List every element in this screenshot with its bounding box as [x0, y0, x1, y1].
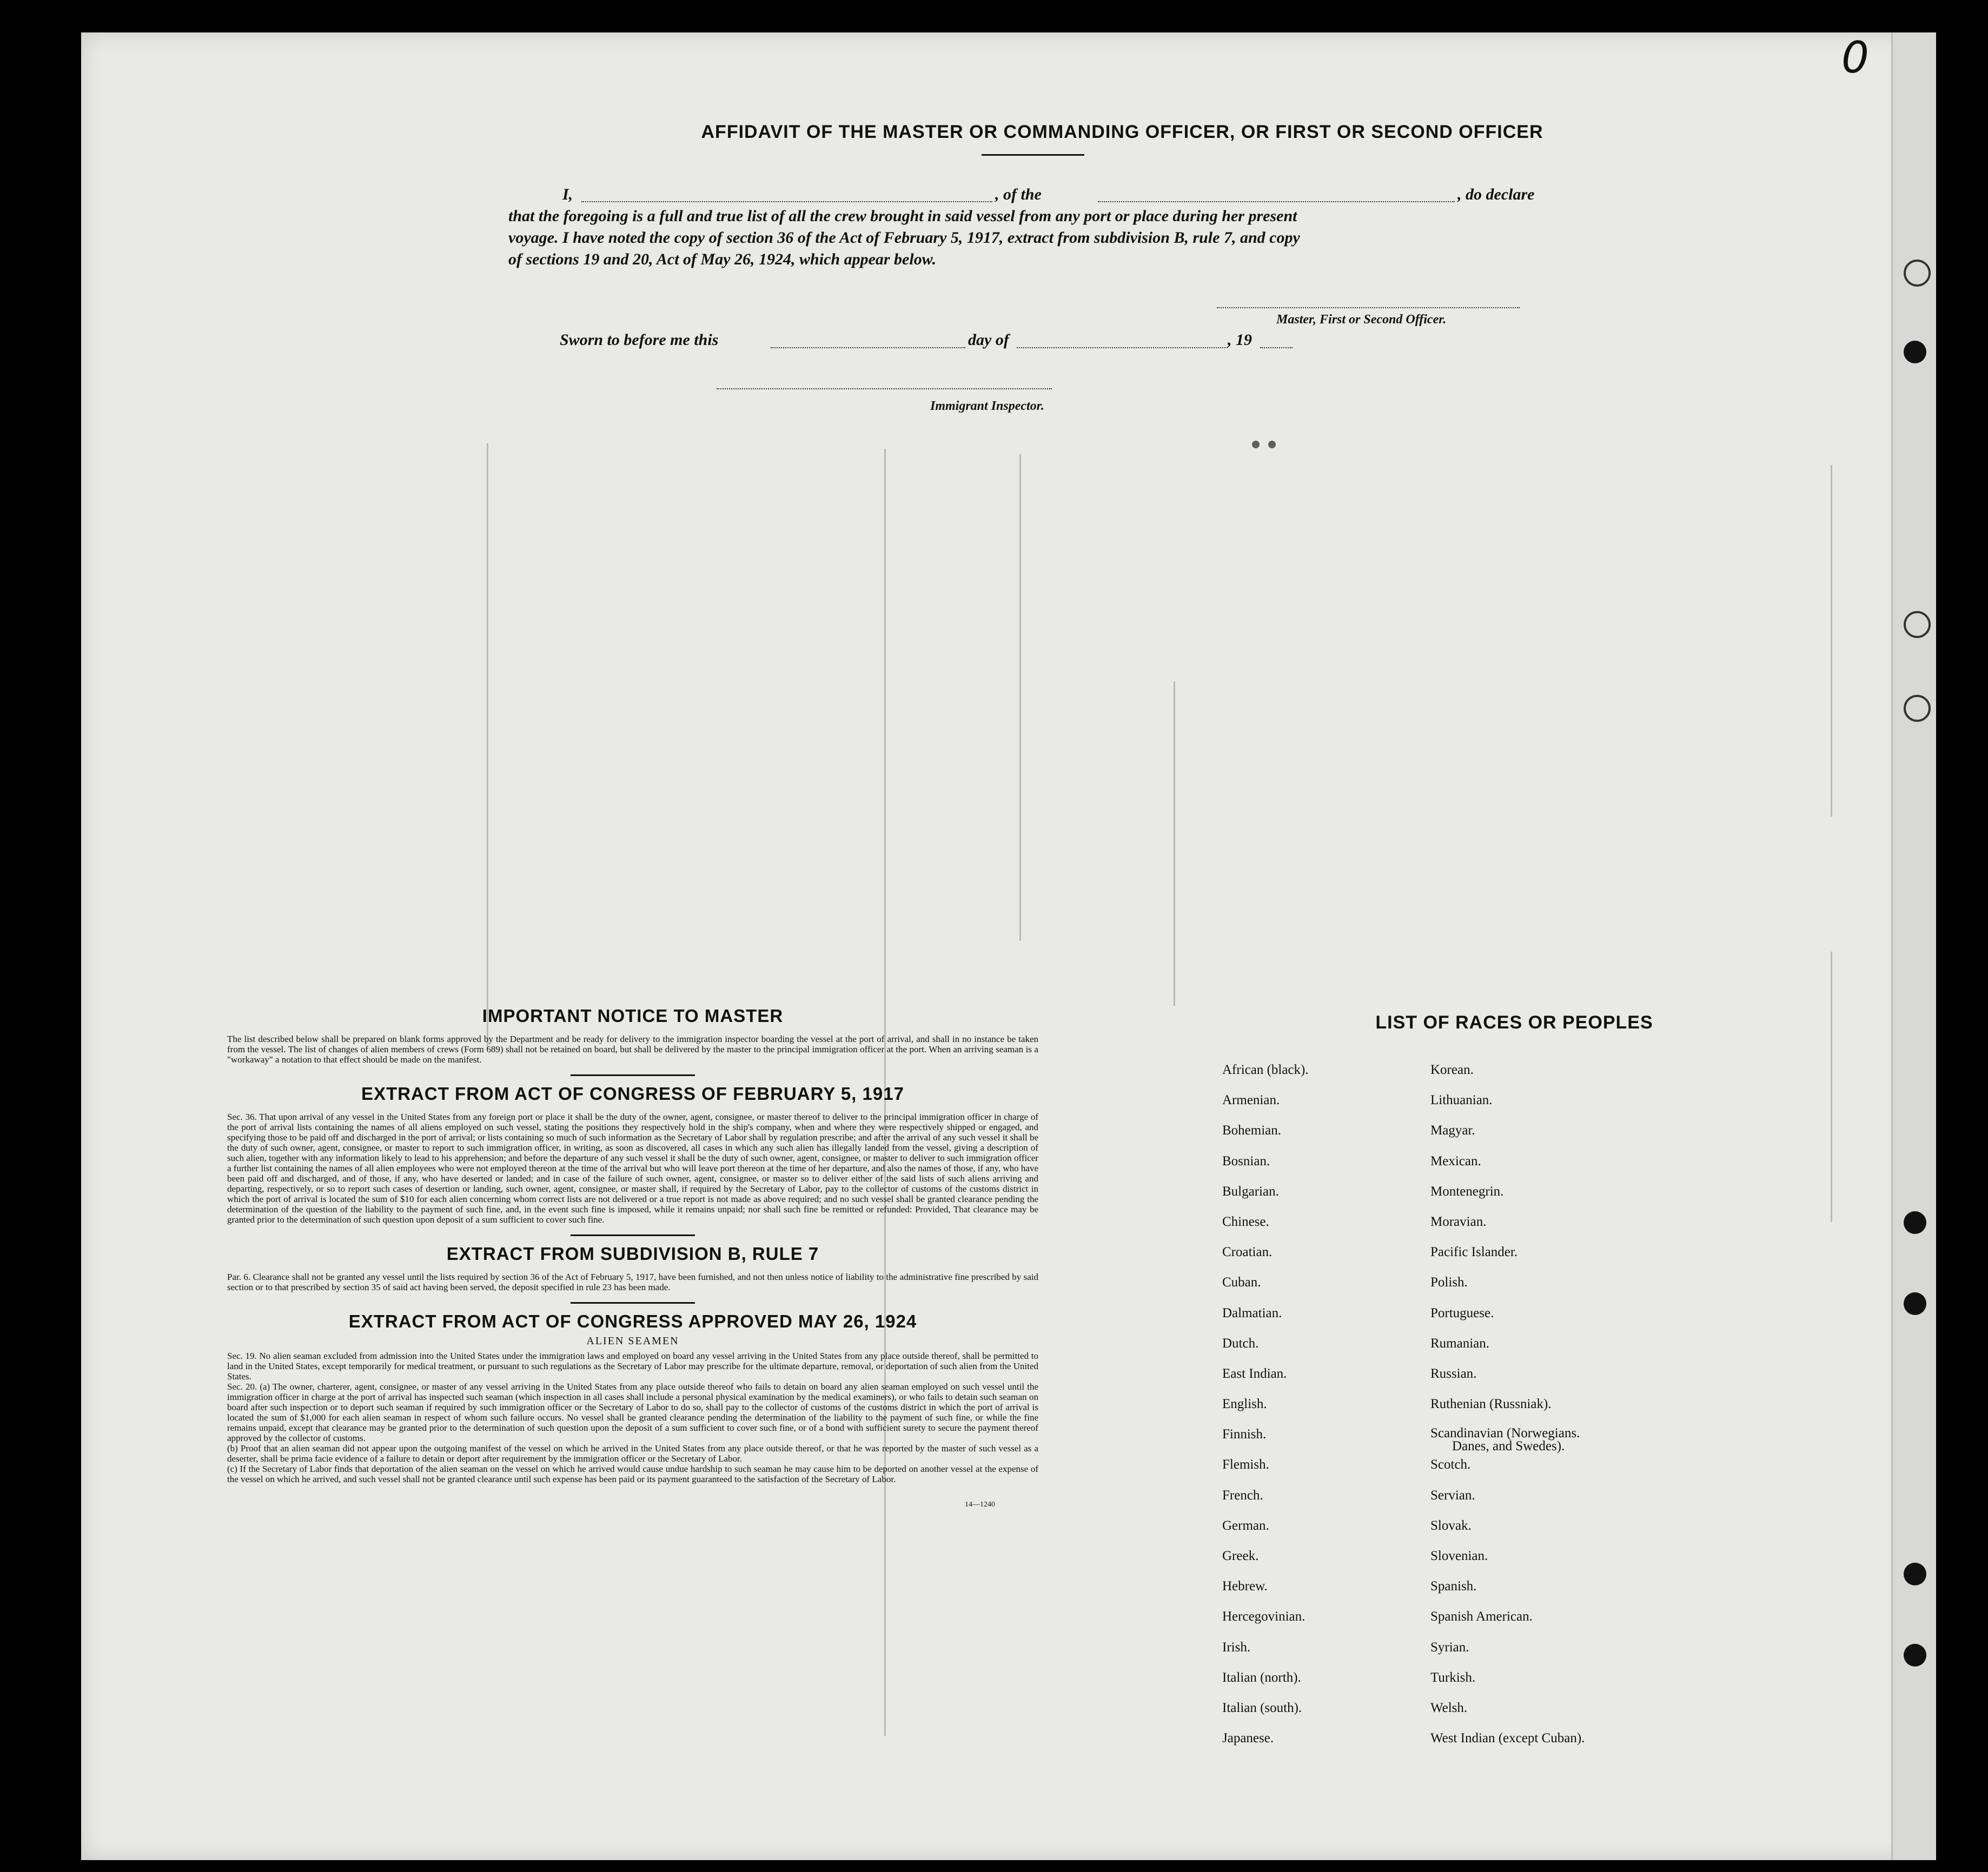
race-item: Flemish.: [1222, 1457, 1269, 1472]
races-title: LIST OF RACES OR PEOPLES: [1375, 1012, 1653, 1033]
race-item: Irish.: [1222, 1639, 1251, 1655]
ghost-mark: [1268, 441, 1276, 448]
rule7-body: Par. 6. Clearance shall not be granted any vessel until the lists required by section 36 of the Act of February 5, 1917, have been furnished, and not then unless notice of liability to the administrative fine prescribed by said section or to that prescribed by section 35 of said act having been served, the deposit specified in rule 23 has been made.: [227, 1272, 1038, 1292]
inspector-signature-blank[interactable]: [717, 388, 1052, 389]
notice-column: [227, 1006, 1038, 1509]
race-item: Korean.: [1430, 1063, 1474, 1077]
ghost-column-line: [1019, 454, 1021, 941]
affidavit-title: AFFIDAVIT OF THE MASTER OR COMMANDING OFFICER, OR FIRST OR SECOND OFFICER: [701, 122, 1543, 142]
sworn-text: Sworn to before me this: [560, 331, 719, 349]
race-item: Magyar.: [1430, 1123, 1475, 1138]
sworn-month-blank[interactable]: [1017, 347, 1228, 348]
rule7-title: EXTRACT FROM SUBDIVISION B, RULE 7: [446, 1244, 819, 1264]
notice-body: The list described below shall be prepared on blank forms approved by the Department and be ready for delivery to the immigration inspector boarding the vessel at the port of arrival, and shall in no instance be taken from the vessel. The list of changes of alien members of crews (Form 689) shall not be retained on board, but shall be delivered by the master to the principal immigration officer at the port. When an arriving seaman is a "workaway" a notation to that effect should be made on the manifest.: [227, 1034, 1038, 1065]
race-item: Spanish.: [1430, 1579, 1477, 1594]
race-item: Rumanian.: [1430, 1336, 1490, 1351]
race-item: Spanish American.: [1430, 1609, 1533, 1624]
race-item-scandinavian: [1430, 1427, 1585, 1457]
manifest-page: [81, 32, 1936, 1860]
races-left-column: [1222, 1063, 1309, 1761]
race-item: Hercegovinian.: [1222, 1609, 1306, 1624]
race-item: Bohemian.: [1222, 1123, 1282, 1138]
sworn-day-blank[interactable]: [771, 347, 965, 348]
race-item-continued: Danes, and Swedes).: [1452, 1439, 1565, 1454]
vessel-blank[interactable]: [1098, 201, 1455, 202]
notice-title: IMPORTANT NOTICE TO MASTER: [482, 1006, 784, 1026]
race-item: Greek.: [1222, 1549, 1259, 1563]
race-item: Pacific Islander.: [1430, 1245, 1518, 1260]
section-divider: [571, 1074, 695, 1076]
race-item: Dutch.: [1222, 1336, 1259, 1351]
ghost-column-line: [487, 443, 488, 1049]
name-blank[interactable]: [581, 201, 992, 202]
sec19-body: Sec. 19. No alien seaman excluded from admission into the United States under the immigration laws and employed on board any vessel arriving in the United States from any place outside thereof, shall be permitted to land in the United States, except temporarily for medical treatment, or pursuant to such regulations as the Secretary of Labor may prescribe for the ultimate departure, removal, or deportation of such alien from the United States.: [227, 1351, 1038, 1382]
title-rule: [982, 154, 1084, 156]
master-signature-blank[interactable]: [1217, 307, 1520, 308]
sec20c-body: (c) If the Secretary of Labor finds that deportation of the alien seaman on the vessel on which he arrived would cause undue hardship to such seaman he may cause him to be deported on another vessel at the expense of the vessel on which he arrived, and such vessel shall not be granted clearance until such expense has been paid or its payment guaranteed to the satisfaction of the Secretary of Labor.: [227, 1464, 1038, 1484]
race-item: Syrian.: [1430, 1639, 1469, 1655]
ghost-column-line: [1174, 681, 1175, 1006]
page-edge-strip: [1891, 32, 1936, 1860]
binder-hole: [1904, 1292, 1926, 1315]
race-item: Polish.: [1430, 1275, 1468, 1290]
ghost-column-line: [1831, 465, 1832, 816]
race-item: Italian (south).: [1222, 1700, 1302, 1715]
affidavit-line-3: voyage. I have noted the copy of section 36 of the Act of February 5, 1917, extract from subdivision B, rule 7, and copy: [508, 229, 1300, 247]
sworn-year-blank[interactable]: [1260, 347, 1293, 348]
sworn-year-prefix: , 19: [1228, 331, 1252, 349]
extract-1917-body: Sec. 36. That upon arrival of any vessel in the United States from any foreign port or place it shall be the duty of the owner, agent, consignee, or master thereof to deliver to the principal immigration officer in charge of the port of arrival lists containing the names of all aliens employed on such vessel, stating the positions they respectively hold in the ship's company, when and where they were respectively shipped or engaged, and specifying those to be paid off and discharged in the port of arrival; or lists containing so much of such information as the Secretary of Labor shall by regulation prescribe; and after the arrival of any such vessel it shall be the duty of such owner, agent, consignee, or master to report to such immigration officer, in writing, as soon as discovered, all cases in which any such alien has illegally landed from the vessel, giving a description of such alien, together with any information likely to lead to his apprehension; and before the departure of any such vessel it shall be the duty of such owner, agent, consignee, or master to deliver to such immigration officer a further list containing the names of all alien employees who were not employed thereon at the time of the arrival but who will leave port thereon at the time of her departure, and also the names of those, if any, who have been paid off and discharged, and of those, if any, who have deserted or landed; and in case of the failure of such owner, agent, consignee, or master so to deliver either of the said lists of such aliens arriving and departing, respectively, or so to report such cases of desertion or landing, such owner, agent, consignee, or master shall, if required by the Secretary of Labor, pay to the collector of customs of the customs district in which the port of arrival is located the sum of $10 for each alien concerning whom correct lists are not delivered or a true report is not made as above required; and no such vessel shall be granted clearance pending the determination of the question of the liability to the payment of such fine, and, in the event such fine is imposed, while it remains unpaid; nor shall such fine be remitted or refunded: Provided, That clearance may be granted prior to the determination of such question upon deposit of a sum sufficient to cover such fine.: [227, 1112, 1038, 1225]
extract-1924-title: EXTRACT FROM ACT OF CONGRESS APPROVED MAY 26, 1924: [348, 1311, 917, 1331]
race-item: Servian.: [1430, 1488, 1475, 1503]
races-right-column: [1430, 1063, 1585, 1761]
inspector-signature-label: Immigrant Inspector.: [930, 399, 1044, 413]
extract-1917-title: EXTRACT FROM ACT OF CONGRESS OF FEBRUARY 5, 1917: [361, 1084, 904, 1104]
alien-seamen-subtitle: ALIEN SEAMEN: [586, 1335, 679, 1347]
binder-hole: [1904, 1211, 1926, 1234]
ghost-mark: [1252, 441, 1260, 448]
affidavit-i: I,: [562, 185, 573, 203]
race-item: Turkish.: [1430, 1670, 1476, 1685]
race-item: West Indian (except Cuban).: [1430, 1731, 1585, 1746]
race-item: Montenegrin.: [1430, 1184, 1504, 1199]
race-item: Armenian.: [1222, 1093, 1280, 1108]
section-divider: [571, 1302, 695, 1304]
race-item: Bulgarian.: [1222, 1184, 1279, 1199]
sworn-day-of: day of: [968, 331, 1009, 349]
race-item: Moravian.: [1430, 1214, 1487, 1229]
race-item: Scandinavian (Norwegians.: [1430, 1426, 1580, 1441]
race-item: Dalmatian.: [1222, 1305, 1282, 1320]
page-number: 0: [1841, 32, 1869, 83]
race-item: Mexican.: [1430, 1153, 1481, 1169]
race-item: Slovak.: [1430, 1518, 1472, 1533]
race-item: Scotch.: [1430, 1457, 1471, 1472]
race-item: Russian.: [1430, 1366, 1477, 1381]
race-item: Hebrew.: [1222, 1579, 1268, 1594]
race-item: East Indian.: [1222, 1366, 1287, 1381]
race-item: Welsh.: [1430, 1700, 1468, 1715]
race-item: Italian (north).: [1222, 1670, 1301, 1685]
race-item: Chinese.: [1222, 1214, 1269, 1229]
race-item: German.: [1222, 1518, 1269, 1533]
binder-hole: [1904, 611, 1931, 638]
binder-hole: [1904, 341, 1926, 363]
race-item: Finnish.: [1222, 1427, 1267, 1442]
sec20b-body: (b) Proof that an alien seaman did not appear upon the outgoing manifest of the vessel on which he arrived in the United States from any place outside thereof, or that he was reported by the master of such vessel as a deserter, shall be prima facie evidence of a failure to detain or deport after requirement by the immigration officer or the Secretary of Labor.: [227, 1443, 1038, 1464]
affidavit-of-the: , of the: [995, 185, 1042, 203]
race-item: Ruthenian (Russniak).: [1430, 1397, 1552, 1412]
section-divider: [571, 1234, 695, 1236]
form-number: 14—1240: [965, 1501, 995, 1509]
race-item: Cuban.: [1222, 1275, 1261, 1290]
ghost-column-line: [1831, 952, 1832, 1222]
affidavit-line-4: of sections 19 and 20, Act of May 26, 1924, which appear below.: [508, 250, 937, 268]
race-item: French.: [1222, 1488, 1263, 1503]
binder-hole: [1904, 1644, 1926, 1667]
master-signature-label: Master, First or Second Officer.: [1276, 313, 1447, 327]
sec20a-body: Sec. 20. (a) The owner, charterer, agent, consignee, or master of any vessel arriving in the United States from any place outside thereof who fails to detain on board any alien seaman employed on such vessel until the immigration officer in charge at the port of arrival has inspected such seaman (which inspection in all cases shall include a personal physical examination by the medical examiners), or who fails to detain such seaman on board after such inspection or to deport such seaman if required by such immigration officer or the Secretary of Labor to do so, shall pay to the collector of customs of the customs district in which the port of arrival is located the sum of $1,000 for each alien seaman in respect of whom such failure occurs. No vessel shall be granted clearance pending the determination of the liability to the payment of such fine, or while the fine remains unpaid, except that clearance may be granted prior to the determination of such question upon the deposit of a sum sufficient to cover such fine, or of a bond with sufficient surety to secure the payment thereof approved by the collector of customs.: [227, 1382, 1038, 1443]
binder-hole: [1904, 260, 1931, 287]
race-item: African (black).: [1222, 1063, 1309, 1077]
affidavit-line-2: that the foregoing is a full and true list of all the crew brought in said vessel from any port or place during her present: [508, 207, 1297, 225]
race-item: English.: [1222, 1397, 1267, 1412]
race-item: Lithuanian.: [1430, 1093, 1493, 1108]
binder-hole: [1904, 1563, 1926, 1585]
affidavit-declare: , do declare: [1457, 185, 1535, 203]
race-item: Bosnian.: [1222, 1153, 1270, 1169]
race-item: Slovenian.: [1430, 1549, 1488, 1563]
race-item: Croatian.: [1222, 1245, 1273, 1260]
race-item: Portuguese.: [1430, 1305, 1494, 1320]
binder-hole: [1904, 695, 1931, 722]
race-item: Japanese.: [1222, 1731, 1274, 1746]
